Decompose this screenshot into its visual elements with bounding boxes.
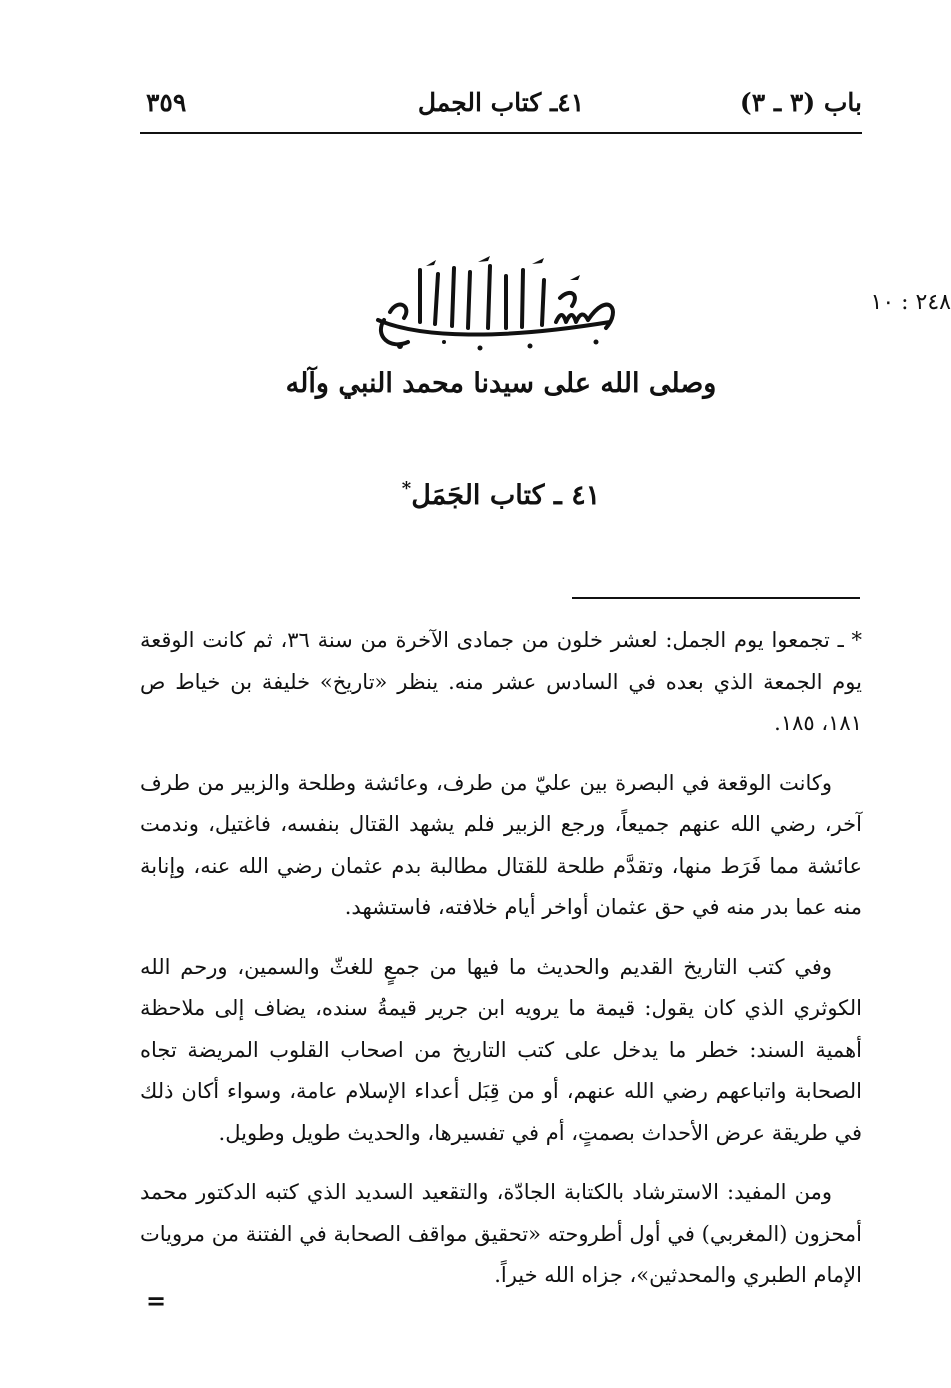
footnote-paragraph: وفي كتب التاريخ القديم والحديث ما فيها من جمعٍ للغثّ والسمين، ورحم الله الكوثري الذي كان يقول: قيمة ما يرويه ابن جرير قيمةُ سنده، يضاف إلى ملاحظة أهمية السند: خطر ما يدخل على كتب التاريخ من اصحاب القلوب المريضة تجاه الصحابة واتباعهم رضي الله عنهم، أو من قِبَل أعداء الإسلام عامة، وسواء أكان ذلك في طريقة عرض الأحداث بصمتٍ، أم في تفسيرها، والحديث طويل وطويل. bbox=[140, 954, 862, 1145]
footnote-body bbox=[140, 620, 862, 1315]
footnote-paragraph: وكانت الوقعة في البصرة بين عليّ من طرف، وعائشة وطلحة والزبير من طرف آخر، رضي الله عنهم جميعاً، ورجع الزبير فلم يشهد القتال بنفسه، فاغتيل، وندمت عائشة مما فَرَط منها، وتقدَّم طلحة للقتال مطالبة بدم عثمان رضي الله عنه، وإنابة منه عما بدر منه في حق عثمان أواخر أيام خلافته، فاستشهد. bbox=[140, 770, 862, 919]
continuation-mark: = bbox=[146, 1286, 167, 1315]
footnote-paragraph: * ـ تجمعوا يوم الجمل: لعشر خلون من جمادى الآخرة من سنة ٣٦، ثم كانت الوقعة يوم الجمعة الذي بعده في السادس عشر منه. ينظر «تاريخ» خليفة بن خياط ص ١٨١، ١٨٥. bbox=[140, 628, 862, 735]
chapter-title-text: ٤١ ـ كتاب الجَمَل bbox=[411, 480, 601, 511]
running-header bbox=[140, 88, 862, 124]
header-rule bbox=[140, 132, 862, 134]
header-chapter: ٤١ـ كتاب الجمل bbox=[417, 88, 585, 117]
chapter-title bbox=[140, 478, 862, 511]
salutation-line: وصلى الله على سيدنا محمد النبي وآله bbox=[285, 368, 717, 399]
header-section: باب (٣ ـ ٣) bbox=[739, 88, 862, 117]
footnote-rule bbox=[572, 597, 860, 599]
footnote-marker: * bbox=[401, 478, 412, 499]
header-page-number: ٣٥٩ bbox=[146, 88, 187, 117]
footnote-paragraph: ومن المفيد: الاسترشاد بالكتابة الجادّة، والتقعيد السديد الذي كتبه الدكتور محمد أمحزون (المغربي) في أول أطروحته «تحقيق مواقف الصحابة في الفتنة من مرويات الإمام الطبري والمحدثين»، جزاه الله خيراً. bbox=[140, 1180, 862, 1287]
basmala-calligraphy bbox=[360, 250, 630, 360]
margin-reference: ٢٤٨ : ١٠ bbox=[870, 290, 951, 315]
